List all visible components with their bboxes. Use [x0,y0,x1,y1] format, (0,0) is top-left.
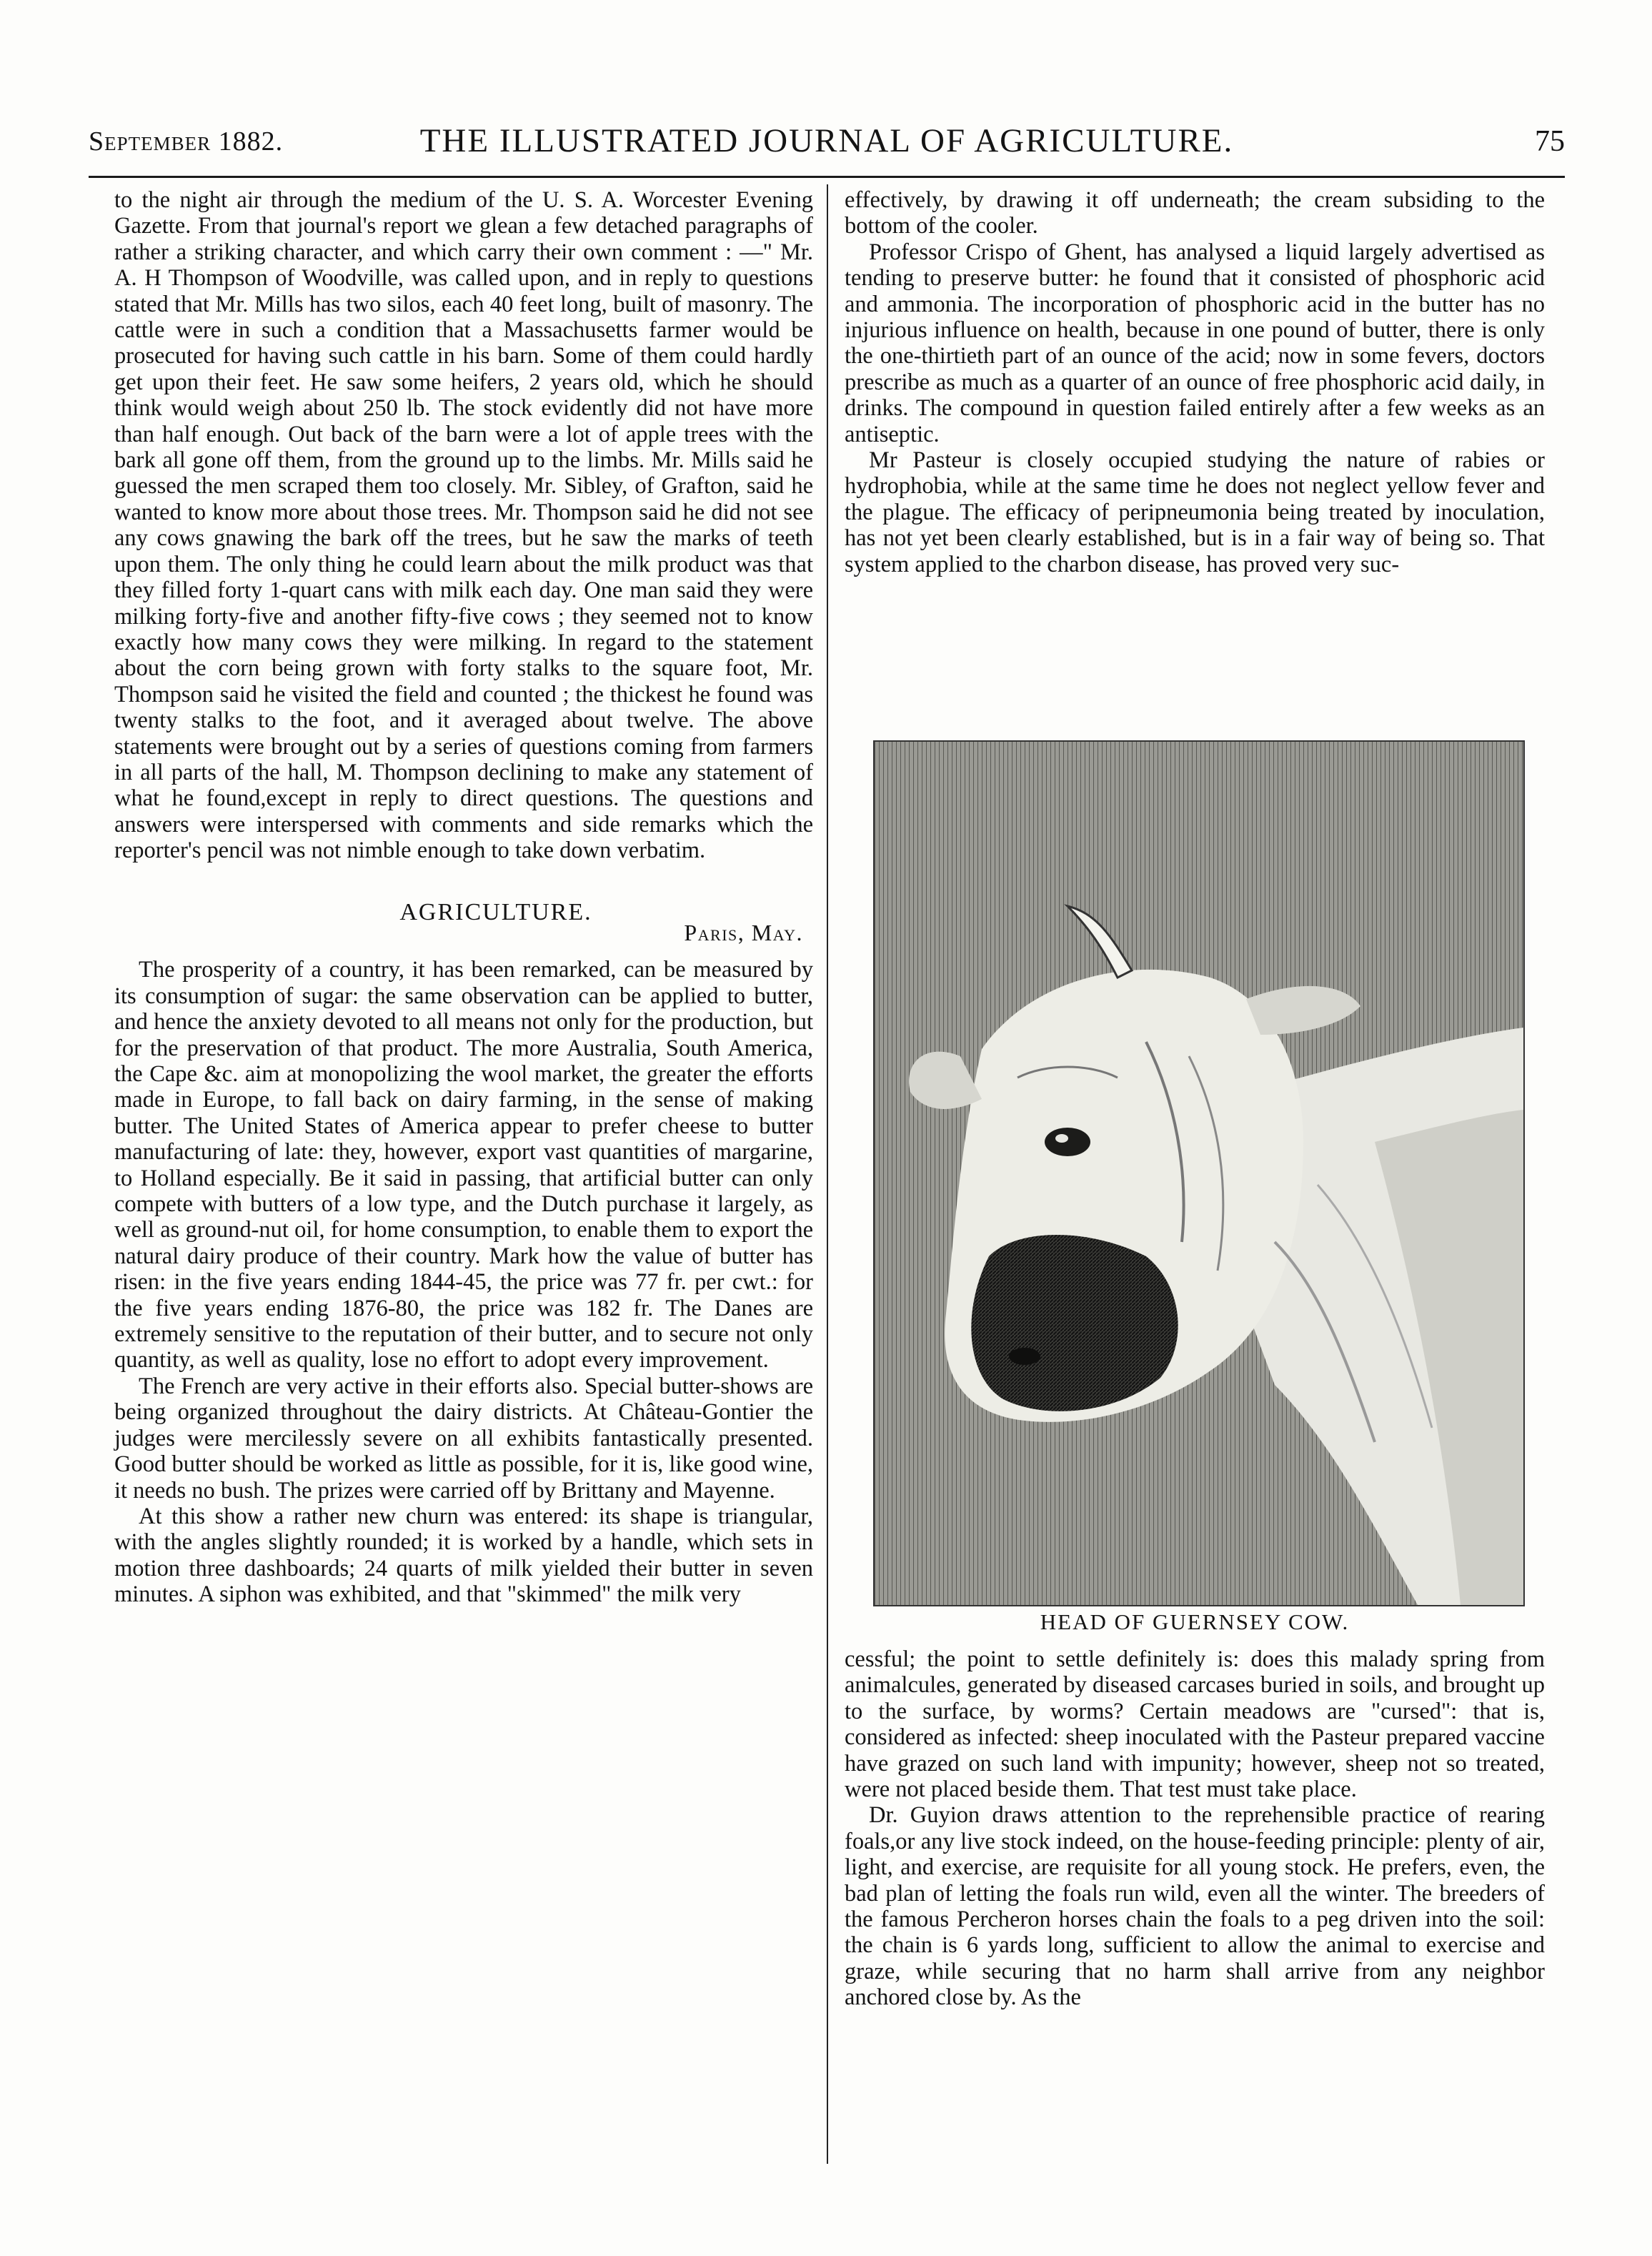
agriculture-paragraph-1: The prosperity of a country, it has been remarked, can be measured by its consumption of sugar: the same observation can be applied to butter, and hence the anxiety devoted to all means not only for the production, but for the preservation of that product. The more Australia, South America, the Cape &c. aim at monopolizing the wool market, the greater the efforts made in Europe, to fall back on dairy farming, in the sense of making butter. The United States of America appear to prefer cheese to butter manufacturing of late: they, however, export vast quantities of margarine, to Holland especially. Be it said in passing, that artificial butter can only compete with butters of a low type, and the Dutch purchase it largely, as well as ground-nut oil, for home consumption, to enable them to export the natural dairy produce of their country. Mark how the value of butter has risen: in the five years ending 1844-45, the price was 77 fr. per cwt.: for the five years ending 1876-80, the price was 182 fr. The Danes are extremely sensitive to the reputation of their butter, and to secure not only quantity, as well as quality, lose no effort to adopt every improvement. [114,957,813,1373]
agriculture-paragraph-2: The French are very active in their efforts also. Special butter-shows are being organized throughout the dairy districts. At Château-Gontier the judges were mercilessly severe on all exhibits fantastically presented. Good butter should be worked as little as possible, for it is, like good wine, it needs no bush. The prizes were carried off by Brittany and Mayenne. [114,1373,813,1504]
right-column-top [845,187,1545,577]
header-rule [89,176,1565,178]
guyion-paragraph: Dr. Guyion draws attention to the reprehensible practice of rearing foals,or any live stock indeed, on the house-feeding principle: plenty of air, light, and exercise, are requisite for all young stock. He prefers, even, the bad plan of letting the foals run wild, even all the winter. The breeders of the famous Percheron horses chain the foals to a peg driven into the soil: the chain is 6 yards long, sufficient to allow the animal to exercise and graze, while securing that no harm shall arrive from any neighbor anchored close by. As the [845,1802,1545,2011]
right-continuation-paragraph: effectively, by drawing it off underneath; the cream subsiding to the bottom of the cooler. [845,187,1545,239]
malady-paragraph: cessful; the point to settle definitely is: does this malady spring from animalcules, generated by diseased carcases buried in soils, and brought up to the surface, by worms? Certain meadows are "cursed": that is, considered as infected: sheep inoculated with the Pasteur prepared vaccine have grazed on such land with impunity; however, sheep not so treated, were not placed beside them. That test must take place. [845,1646,1545,1803]
section-title: AGRICULTURE. [399,898,592,925]
cow-head-figure [873,740,1525,1606]
dateline: Paris, May. [684,919,803,945]
figure-caption: HEAD OF GUERNSEY COW. [1040,1609,1350,1634]
page-number: 75 [1535,125,1565,158]
agriculture-paragraph-3: At this show a rather new churn was entered: its shape is triangular, with the angles slightly rounded; it is worked by a handle, which sets in motion three dashboards; 24 quarts of milk yielded their butter in seven minutes. A siphon was exhibited, and that "skimmed" the milk very [114,1503,813,1608]
header-date: September 1882. [89,126,284,156]
page-header [89,121,1565,164]
right-column-bottom [845,1646,1545,2011]
left-column [114,187,813,1608]
pasteur-paragraph: Mr Pasteur is closely occupied studying the nature of rabies or hydrophobia, while at the same time he does not neglect yellow fever and the plague. The efficacy of peripneumonia being treated by inoculation, has not yet been clearly established, but is in a fair way of being so. That system applied to the charbon disease, has proved very suc- [845,447,1545,577]
left-continuation-paragraph: to the night air through the medium of the U. S. A. Worcester Evening Gazette. From that journal's report we glean a few detached paragraphs of rather a striking character, and which carry their own comment : —" Mr. A. H Thompson of Woodville, was called upon, and in reply to questions stated that Mr. Mills has two silos, each 40 feet long, built of masonry. The cattle were in such a condition that a Massachusetts farmer would be prosecuted for having such cattle in his barn. Some of them could hardly get upon their feet. He saw some heifers, 2 years old, which he should think would weigh about 250 lb. The stock evidently did not have more than half enough. Out back of the barn were a lot of apple trees with the bark all gone off them, from the ground up to the limbs. Mr. Mills said he guessed the men scraped them too closely. Mr. Sibley, of Grafton, said he wanted to know more about those trees. Mr. Thompson said he did not see any cows gnawing the bark off the trees, but he saw the marks of teeth upon them. The only thing he could learn about the milk product was that they filled forty 1-quart cans with milk each day. One man said they were milking forty-five and another fifty-five cows ; they seemed not to know exactly how many cows they were milking. In regard to the statement about the corn being grown with forty stalks to the square foot, Mr. Thompson said he visited the field and counted ; the thickest he found was twenty stalks to the foot, and it averaged about twelve. The above statements were brought out by a series of questions coming from farmers in all parts of the hall, M. Thompson declining to make any statement of what he found,except in reply to direct questions. The questions and answers were interspersed with comments and side remarks which the reporter's pencil was not nimble enough to take down verbatim. [114,187,813,864]
journal-title: THE ILLUSTRATED JOURNAL OF AGRICULTURE. [419,122,1234,159]
column-divider [827,184,828,2164]
cow-head-engraving-icon [875,742,1523,1605]
crispo-paragraph: Professor Crispo of Ghent, has analysed a liquid largely advertised as tending to preserve butter: he found that it consisted of phosphoric acid and ammonia. The incorporation of phosphoric acid in the butter has no injurious influence on health, because in one pound of butter, there is only the one-thirtieth part of an ounce of the acid; now in some fevers, doctors prescribe as much as a quarter of an ounce of free phosphoric acid daily, in drinks. The compound in question failed entirely after a few weeks as an antiseptic. [845,239,1545,447]
